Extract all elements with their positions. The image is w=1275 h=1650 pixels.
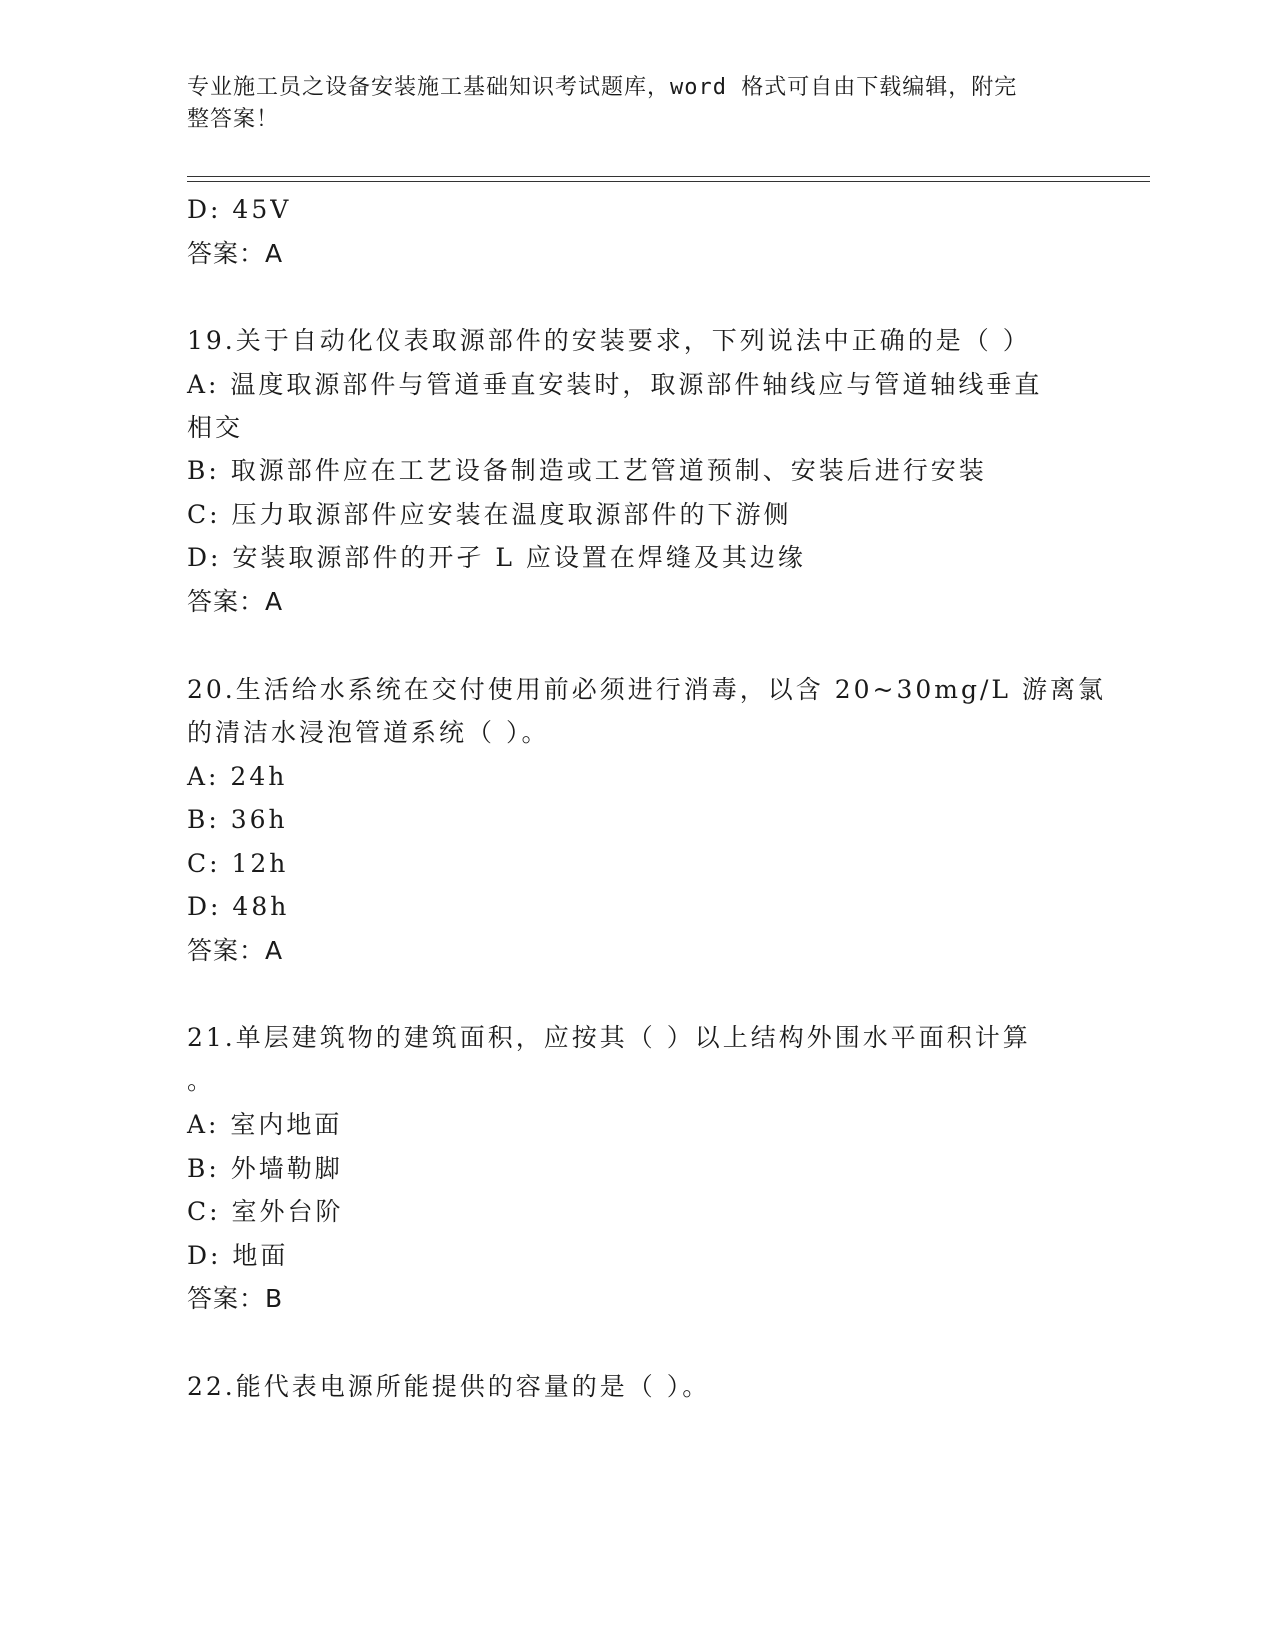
q20-answer: 答案：A (187, 936, 284, 965)
q18-answer: 答案：A (187, 239, 284, 268)
q21-answer: 答案：B (187, 1284, 284, 1313)
q21-question: 21.单层建筑物的建筑面积，应按其（ ）以上结构外围水平面积计算 (187, 1023, 1031, 1052)
q22-question: 22.能代表电源所能提供的容量的是（ ）。 (187, 1372, 711, 1401)
document-header (187, 72, 1067, 136)
q18-option-d: D: 45V (187, 195, 292, 224)
q20-option-a: A: 24h (187, 762, 288, 791)
q21-option-b: B: 外墙勒脚 (187, 1154, 343, 1183)
q20-option-b: B: 36h (187, 805, 288, 834)
q19-option-b: B: 取源部件应在工艺设备制造或工艺管道预制、安装后进行安装 (187, 456, 987, 485)
q19-option-a-cont: 相交 (187, 413, 244, 442)
q21-option-a: A: 室内地面 (187, 1110, 343, 1139)
q19-option-c: C: 压力取源部件应安装在温度取源部件的下游侧 (187, 500, 792, 529)
q20-option-c: C: 12h (187, 849, 289, 878)
q21-option-d: D: 地面 (187, 1241, 289, 1270)
q21-option-c: C: 室外台阶 (187, 1197, 344, 1226)
q20-question-cont: 的清洁水浸泡管道系统（ ）。 (187, 718, 550, 747)
header-divider-top (187, 176, 1150, 177)
q19-answer: 答案：A (187, 587, 284, 616)
q20-question: 20.生活给水系统在交付使用前必须进行消毒，以含 20~30mg/L 游离氯 (187, 675, 1106, 704)
q20-option-d: D: 48h (187, 892, 290, 921)
header-line-1: 专业施工员之设备安装施工基础知识考试题库，word 格式可自由下载编辑，附完 (187, 75, 1018, 100)
header-line-2: 整答案！ (187, 107, 280, 132)
q19-question: 19.关于自动化仪表取源部件的安装要求，下列说法中正确的是（ ） (187, 326, 1031, 355)
header-divider-bottom (187, 181, 1150, 182)
q21-question-cont: 。 (187, 1066, 216, 1095)
q19-option-d: D: 安装取源部件的开孑 L 应设置在焊缝及其边缘 (187, 543, 806, 572)
q19-option-a: A: 温度取源部件与管道垂直安装时，取源部件轴线应与管道轴线垂直 (187, 370, 1043, 399)
